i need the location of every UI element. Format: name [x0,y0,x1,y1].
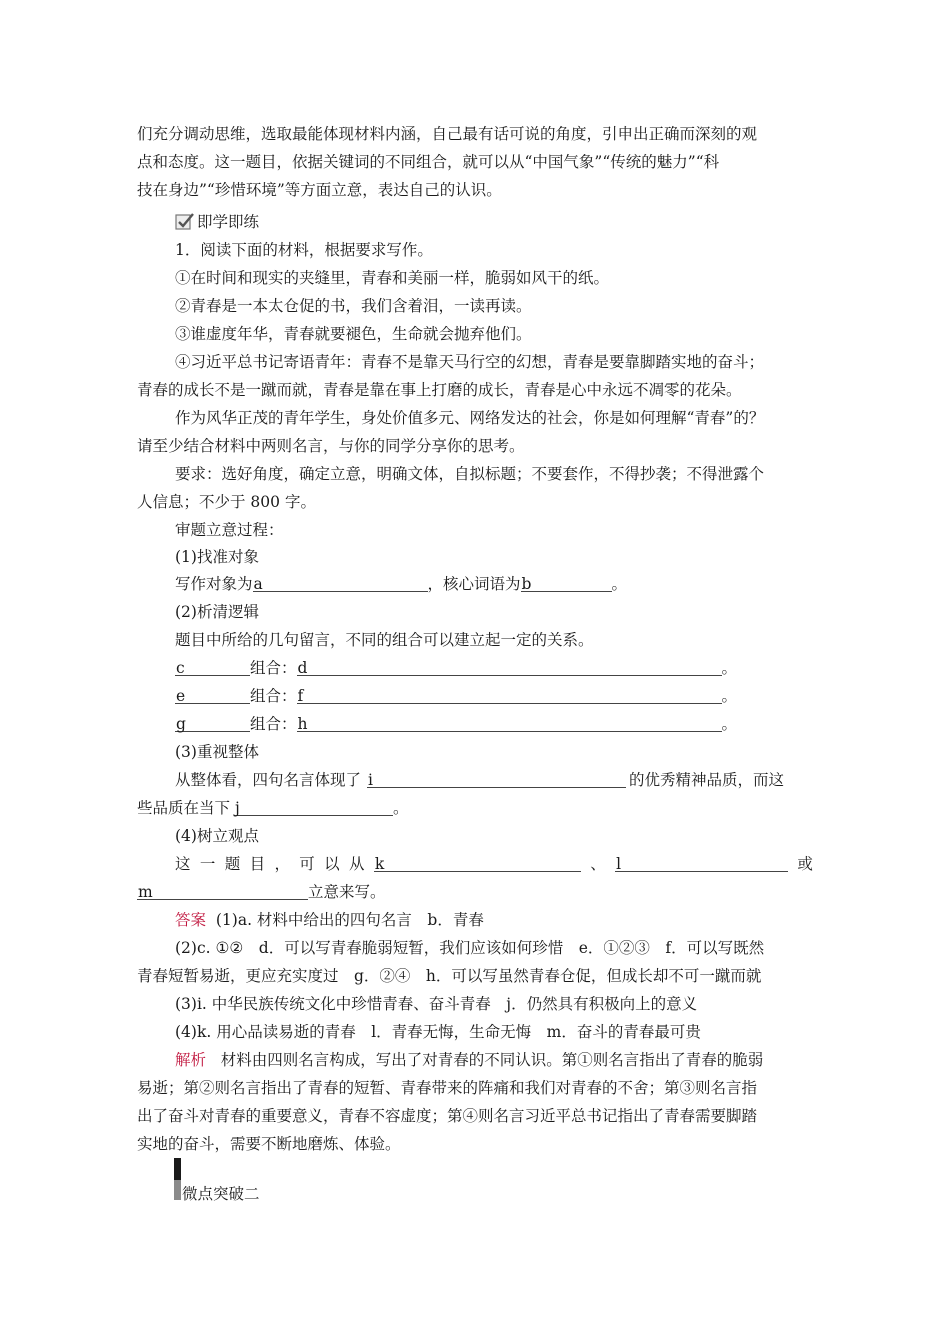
quote-4-line-2: 青春的成长不是一蹴而就，青春是靠在事上打磨的成长，青春是心中永远不凋零的花朵。 [137,381,742,399]
blank-g[interactable]: g [175,714,250,732]
practice-heading [175,212,259,235]
combo-row-3: g 组合：h 。 [176,715,738,733]
prompt-line-2: 请至少结合材料中两则名言，与你的同学分享你的思考。 [137,437,525,455]
answer-label: 答案 [175,911,207,929]
blank-e[interactable]: e [175,686,250,704]
blank-f[interactable]: f [297,686,722,704]
step-2-title: (2)析清逻辑 [175,603,259,621]
requirement-line-2: 人信息；不少于 800 字。 [137,493,316,511]
answer-line-3: 青春短暂易逝，更应充实度过 g．②④ h．可以写虽然青春仓促，但成长却不可一蹴而就 [137,967,762,985]
step-4-title: (4)树立观点 [175,827,259,845]
analysis-line-3: 出了奋斗对青春的重要意义，青春不容虚度；第④则名言习近平总书记指出了青春需要脚踏 [137,1107,758,1125]
analysis-label: 解析 [175,1051,207,1069]
quote-2: ②青春是一本太仓促的书，我们含着泪，一读再读。 [175,297,532,315]
quote-3: ③谁虚度年华，青春就要褪色，生命就会抛弃他们。 [175,325,532,343]
section-title: 微点突破二 [182,1185,260,1203]
answer-line-1: 答案 (1)a. 材料中给出的四句名言 b．青春 [175,911,484,929]
step-2-line: 题目中所给的几句留言，不同的组合可以建立起一定的关系。 [175,631,594,649]
step-4-line-2: m 立意来写。 [138,883,386,901]
analysis-line-1: 解析 材料由四则名言构成，写出了对青春的不同认识。第①则名言指出了青春的脆弱 [175,1051,764,1069]
quote-1: ①在时间和现实的夹缝里，青春和美丽一样，脆弱如风干的纸。 [175,269,610,287]
combo-row-1: c 组合：d 。 [176,659,738,677]
blank-m[interactable]: m [137,882,308,900]
quote-4-line-1: ④习近平总书记寄语青年：青春不是靠天马行空的幻想，青春是要靠脚踏实地的奋斗； [175,353,765,371]
blank-k[interactable]: k [374,854,581,872]
answer-line-4: (3)i. 中华民族传统文化中珍惜青春、奋斗青春 j．仍然具有积极向上的意义 [175,995,698,1013]
answer-line-2: (2)c. ①② d．可以写青春脆弱短暂，我们应该如何珍惜 e．①②③ f．可以写既然 [175,939,765,957]
requirement-line-1: 要求：选好角度，确定立意，明确文体，自拟标题；不要套作，不得抄袭；不得泄露个 [175,465,765,483]
step-4-line-1: 这 一 题 目 ， 可 以 从 k 、 l 或 [175,855,813,873]
step-3-title: (3)重视整体 [175,743,259,761]
analysis-line-2: 易逝；第②则名言指出了青春的短暂、青春带来的阵痛和我们对青春的不舍；第③则名言指 [137,1079,758,1097]
blank-d[interactable]: d [297,658,722,676]
intro-line-1: 们充分调动思维，选取最能体现材料内涵，自己最有话可说的角度，引申出正确而深刻的观 [137,125,758,143]
intro-line-3: 技在身边”“珍惜环境”等方面立意，表达自己的认识。 [137,181,502,199]
step-3-line-2: 些品质在当下 j 。 [137,799,409,817]
step-1-line: 写作对象为a ，核心词语为b 。 [175,575,628,593]
blank-i[interactable]: i [367,770,626,788]
combo-row-2: e 组合：f 。 [176,687,738,705]
step-3-line-1: 从整体看，四句名言体现了 i 的优秀精神品质，而这 [175,771,785,789]
intro-line-2: 点和态度。这一题目，依据关键词的不同组合，就可以从“中国气象”“传统的魅力”“科 [137,153,720,171]
blank-b[interactable]: b [521,574,612,592]
prompt-line-1: 作为风华正茂的青年学生，身处价值多元、网络发达的社会，你是如何理解“青春”的？ [175,409,765,427]
question-1: 1．阅读下面的材料，根据要求写作。 [175,241,433,259]
answer-line-5: (4)k. 用心品读易逝的青春 l．青春无悔，生命无悔 m．奋斗的青春最可贵 [175,1023,701,1041]
blank-a[interactable]: a [253,574,428,592]
step-1-title: (1)找准对象 [175,548,259,566]
blank-j[interactable]: j [234,798,393,816]
blank-l[interactable]: l [615,854,788,872]
blank-c[interactable]: c [175,658,250,676]
practice-heading-label: 即学即练 [197,213,260,231]
checkbox-check-icon [175,212,195,235]
analysis-line-4: 实地的奋斗，需要不断地磨炼、体验。 [137,1135,401,1153]
process-title: 审题立意过程： [175,521,284,539]
section-marker-bar [174,1158,181,1200]
blank-h[interactable]: h [297,714,722,732]
